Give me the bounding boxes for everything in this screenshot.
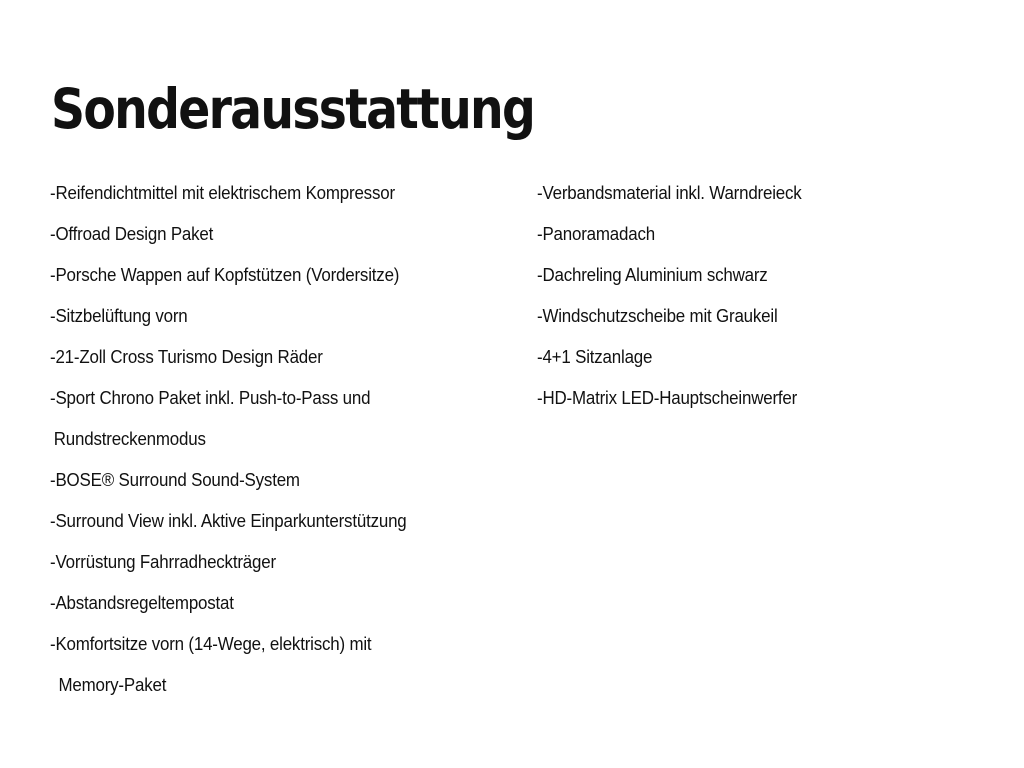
list-item: -Verbandsmaterial inkl. Warndreieck xyxy=(537,183,802,203)
list-item: -Reifendichtmittel mit elektrischem Kompressor xyxy=(50,183,395,203)
equipment-list-left xyxy=(50,173,520,706)
list-item: -Abstandsregeltempostat xyxy=(50,593,234,613)
list-item: -Sport Chrono Paket inkl. Push-to-Pass und xyxy=(50,388,371,408)
list-item: -21-Zoll Cross Turismo Design Räder xyxy=(50,347,323,367)
list-item: -Komfortsitze vorn (14-Wege, elektrisch) mit xyxy=(50,634,372,654)
list-item: -Panoramadach xyxy=(537,224,655,244)
list-item: -BOSE® Surround Sound-System xyxy=(50,470,300,490)
list-item: -Sitzbelüftung vorn xyxy=(50,306,188,326)
list-item: -Vorrüstung Fahrradheckträger xyxy=(50,552,276,572)
list-item-continuation: Rundstreckenmodus xyxy=(53,429,206,449)
page-title: Sonderausstattung xyxy=(51,77,535,141)
list-item: -HD-Matrix LED-Hauptscheinwerfer xyxy=(537,388,798,408)
equipment-list-right xyxy=(537,173,997,419)
list-item: -Offroad Design Paket xyxy=(50,224,214,244)
list-item: -Surround View inkl. Aktive Einparkunterstützung xyxy=(50,511,407,531)
list-item: -Porsche Wappen auf Kopfstützen (Vordersitze) xyxy=(50,265,400,285)
list-item-continuation: Memory-Paket xyxy=(58,675,167,695)
list-item: -4+1 Sitzanlage xyxy=(537,347,653,367)
list-item: -Windschutzscheibe mit Graukeil xyxy=(537,306,778,326)
list-item: -Dachreling Aluminium schwarz xyxy=(537,265,768,285)
